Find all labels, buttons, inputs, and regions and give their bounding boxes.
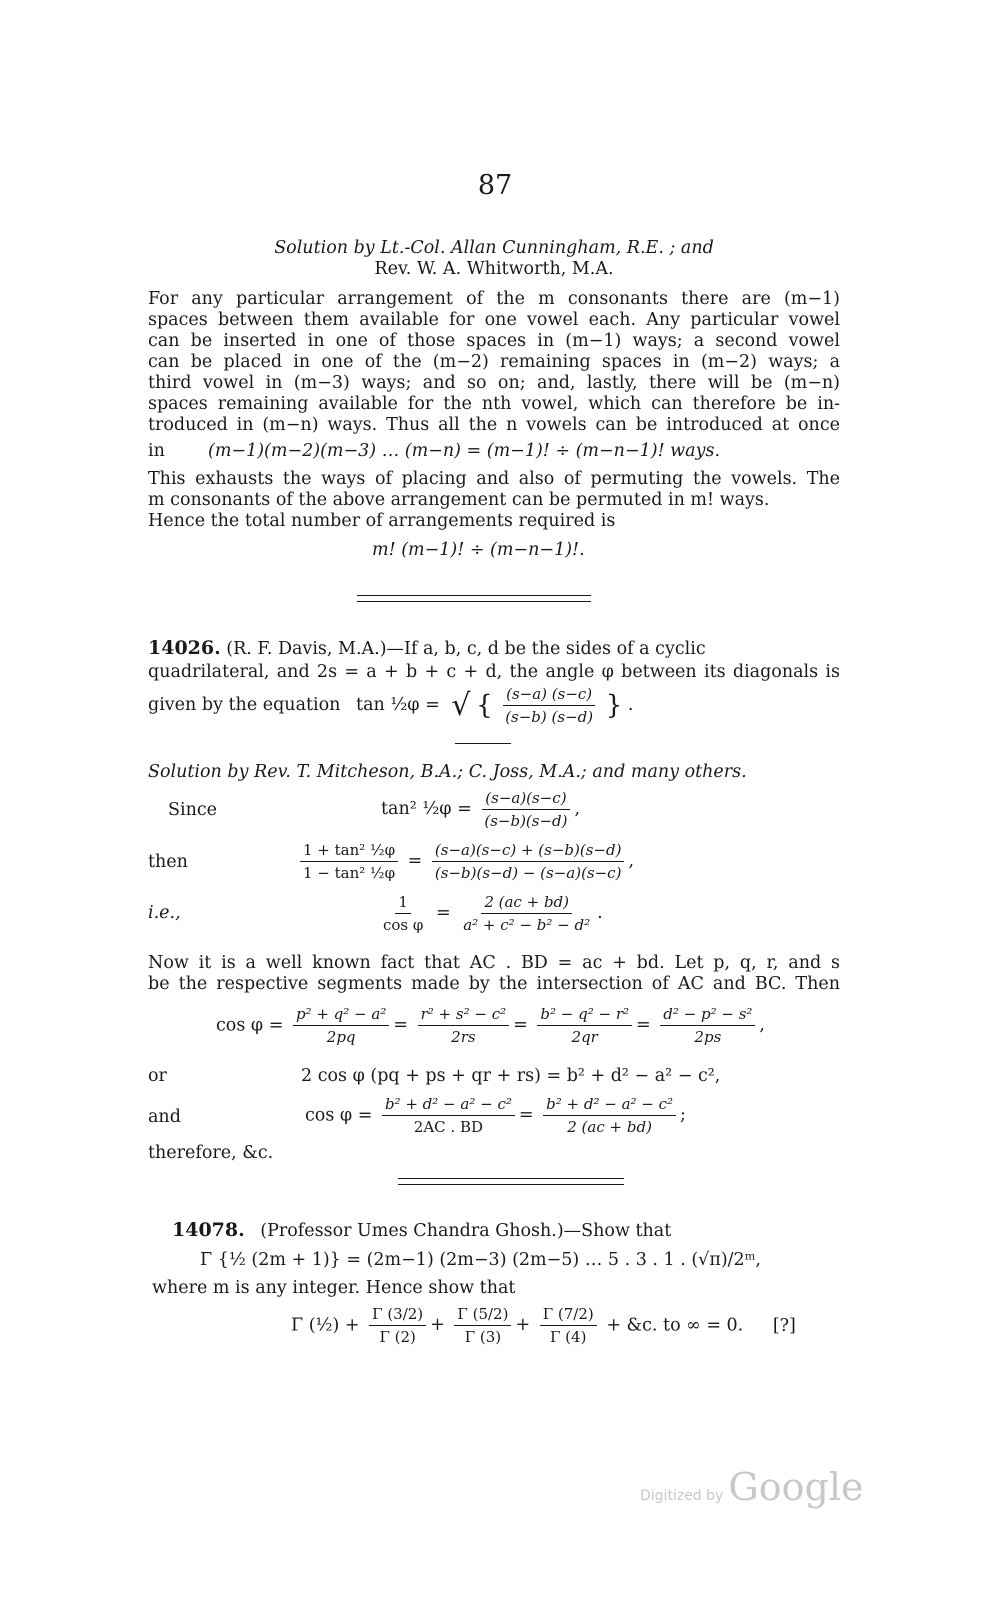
text-line: where m is any integer. Hence show that — [152, 1278, 516, 1298]
problem-14026-line2: quadrilateral, and 2s = a + b + c + d, the angle φ between its diagonals is — [148, 662, 840, 682]
fraction-denominator: 2qr — [571, 1028, 598, 1046]
fraction-denominator: 2AC . BD — [413, 1118, 484, 1136]
problem-14026-equation: given by the equation tan ½φ = √ { $\frac{(s-a) (s-c)}{(s-b) (s-d)}$ } . — [148, 685, 634, 726]
fraction — [432, 840, 625, 883]
fraction-denominator: cos φ — [383, 916, 424, 934]
equation-intro: given by the equation — [148, 695, 341, 715]
fraction-numerator: r² + s² − c² — [418, 1004, 510, 1026]
fraction — [293, 1004, 389, 1047]
fraction-numerator: 1 — [395, 892, 411, 914]
and-equation: cos φ = $\frac{\text{b² + d² − a² − c²}}{2AC . BD}$ = $\frac{\text{b² + d² − a² − c²}}{2 (ac + bd)}$ ; — [305, 1095, 686, 1136]
fraction-denominator: Γ (3) — [464, 1328, 502, 1346]
and-label: and — [148, 1107, 181, 1127]
problem-number: 14026. — [148, 638, 221, 659]
fraction-numerator: Γ (5/2) — [454, 1304, 511, 1326]
text-line: troduced in (m−n) ways. Thus all the n vowels can be introduced at once — [148, 415, 840, 435]
fraction-denominator: 1 − tan² ½φ — [303, 864, 396, 882]
then-label: then — [148, 852, 188, 872]
fraction-denominator: 2pq — [326, 1028, 356, 1046]
text-line: can be inserted in one of those spaces in (m−1) ways; a second vowel — [148, 331, 840, 351]
section-divider — [357, 595, 591, 602]
google-logo-text: Google — [728, 1465, 864, 1509]
since-equation: tan² ½φ = $\frac{(s-a)(s-c)}{(s-b)(s-d)}$ , — [381, 789, 581, 830]
gamma-series: Γ (½) + $\frac{\Gamma (3/2)}{\Gamma (2)}$ + $\frac{\Gamma (5/2)}{\Gamma (3)}$ + $\frac{\Gamma (7/2)}{\Gamma (4)}$ + &c. to ∞ = 0. [?] — [291, 1305, 796, 1346]
section-divider — [398, 1178, 624, 1185]
text-line: This exhausts the ways of placing and also of permuting the vowels. The — [148, 469, 840, 489]
fraction-numerator: b² + d² − a² − c² — [382, 1094, 515, 1116]
equation-lhs: tan² ½φ = — [381, 799, 472, 819]
text-line: spaces between them available for one vowel each. Any particular vowel — [148, 310, 840, 330]
fraction — [537, 1004, 632, 1047]
in-label: in — [148, 441, 165, 461]
equation-lhs: cos φ = — [305, 1105, 373, 1126]
fraction — [454, 1304, 511, 1347]
in-formula: (m−1)(m−2)(m−3) … (m−n) = (m−1)! ÷ (m−n−1)! ways. — [208, 441, 721, 461]
problem-text: (Professor Umes Chandra Ghosh.)—Show that — [260, 1221, 672, 1241]
gamma-identity: Γ {½ (2m + 1)} = (2m−1) (2m−3) (2m−5) … 5 . 3 . 1 . (√π)/2ᵐ, — [200, 1250, 761, 1270]
fraction-numerator: 2 (ac + bd) — [481, 892, 572, 914]
google-watermark — [640, 1465, 863, 1509]
fraction-numerator: p² + q² − a² — [293, 1004, 389, 1026]
fraction — [382, 1094, 515, 1137]
sqrt-fraction — [502, 684, 596, 727]
problem-text: (R. F. Davis, M.A.)—If a, b, c, d be the sides of a cyclic — [226, 639, 706, 659]
fraction — [543, 1094, 676, 1137]
fraction-numerator: b² + d² − a² − c² — [543, 1094, 676, 1116]
fraction-denominator: 2ps — [694, 1028, 722, 1046]
page-number: 87 — [477, 170, 513, 201]
fraction-denominator: a² + c² − b² − d² — [463, 916, 591, 934]
series-term: Γ (½) + — [291, 1315, 360, 1336]
solution2-header: Solution by Rev. T. Mitcheson, B.A.; C. Joss, M.A.; and many others. — [148, 762, 747, 782]
short-divider — [455, 743, 511, 744]
fraction — [369, 1304, 426, 1347]
fraction-numerator: (s−a) (s−c) — [503, 684, 595, 706]
fraction-numerator: (s−a)(s−c) — [482, 788, 569, 810]
fraction-denominator: (s−b) (s−d) — [505, 708, 594, 726]
equation-lhs: cos φ = — [216, 1015, 284, 1036]
fraction — [540, 1304, 597, 1347]
ie-equation: $\frac{1}{\text{cos φ}}$ = $\frac{2 (ac + bd)}{\text{a² + c² − b² − d²}}$ . — [376, 892, 603, 935]
ie-label: i.e., — [148, 903, 181, 923]
fraction-denominator: (s−b)(s−d) − (s−a)(s−c) — [434, 864, 622, 882]
fraction — [460, 892, 593, 935]
equation-lhs: tan ½φ = — [356, 695, 440, 715]
fraction-denominator: 2rs — [451, 1028, 476, 1046]
therefore-text: therefore, &c. — [148, 1143, 274, 1163]
fraction-numerator: 1 + tan² ½φ — [300, 840, 398, 862]
fraction-numerator: Γ (7/2) — [540, 1304, 597, 1326]
or-label: or — [148, 1066, 167, 1086]
text-line: For any particular arrangement of the m consonants there are (m−1) — [148, 289, 840, 309]
problem-14078-line1 — [172, 1220, 864, 1244]
digitized-by-text: Digitized by — [640, 1488, 724, 1504]
fraction-denominator: (s−b)(s−d) — [484, 812, 568, 830]
fraction-numerator: b² − q² − r² — [537, 1004, 632, 1026]
fraction-numerator: Γ (3/2) — [369, 1304, 426, 1326]
text-line: m consonants of the above arrangement can be permuted in m! ways. — [148, 490, 770, 510]
solution1-header-line1: Solution by Lt.-Col. Allan Cunningham, R.E. ; and — [274, 238, 714, 258]
problem-number: 14078. — [172, 1220, 245, 1241]
fraction-numerator: d² − p² − s² — [660, 1004, 755, 1026]
text-line: spaces remaining available for the nth vowel, which can therefore be in- — [148, 394, 840, 414]
fraction-denominator: Γ (2) — [379, 1328, 416, 1346]
cos-equation: cos φ = $\frac{\text{p² + q² − a²}}{2pq}$ = $\frac{\text{r² + s² − c²}}{2rs}$ = $\frac{\text{b² − q² − r²}}{2qr}$ = $\frac{\text{d² − p² − s²}}{2ps}$ , — [216, 1005, 765, 1046]
fraction — [380, 892, 426, 935]
fraction-denominator: Γ (4) — [550, 1328, 587, 1346]
since-label: Since — [168, 800, 218, 820]
fraction — [418, 1004, 510, 1047]
fraction-numerator: (s−a)(s−c) + (s−b)(s−d) — [432, 840, 625, 862]
fraction — [300, 840, 398, 883]
fraction-denominator: 2 (ac + bd) — [567, 1118, 652, 1136]
then-equation: $\frac{\text{1 + tan² ½φ}}{\text{1 − tan² ½φ}}$ = $\frac{(s-a)(s-c) + (s-b)(s-d)}{(s-b)(s-d) - (s-a)(s-c)}$ , — [296, 840, 634, 883]
series-tail: + &c. to ∞ = 0. — [606, 1315, 744, 1336]
solution1-result: m! (m−1)! ÷ (m−n−1)!. — [372, 540, 585, 560]
text-line: Now it is a well known fact that AC . BD = ac + bd. Let p, q, r, and s — [148, 953, 840, 973]
fraction — [660, 1004, 755, 1047]
or-equation: 2 cos φ (pq + ps + qr + rs) = b² + d² − a² − c², — [301, 1066, 721, 1086]
solution1-header-line2: Rev. W. A. Whitworth, M.A. — [374, 259, 614, 279]
text-line: Hence the total number of arrangements required is — [148, 511, 616, 531]
sqrt-icon: √ — [451, 688, 471, 723]
text-line: be the respective segments made by the intersection of AC and BC. Then — [148, 974, 840, 994]
problem-14026-line1 — [148, 638, 840, 662]
bracket-mark: [?] — [772, 1315, 796, 1336]
fraction — [481, 788, 570, 831]
text-line: can be placed in one of the (m−2) remaining spaces in (m−2) ways; a — [148, 352, 840, 372]
text-line: third vowel in (m−3) ways; and so on; and, lastly, there will be (m−n) — [148, 373, 840, 393]
brace-close-icon: } — [605, 690, 623, 721]
brace-open-icon: { — [476, 690, 493, 721]
